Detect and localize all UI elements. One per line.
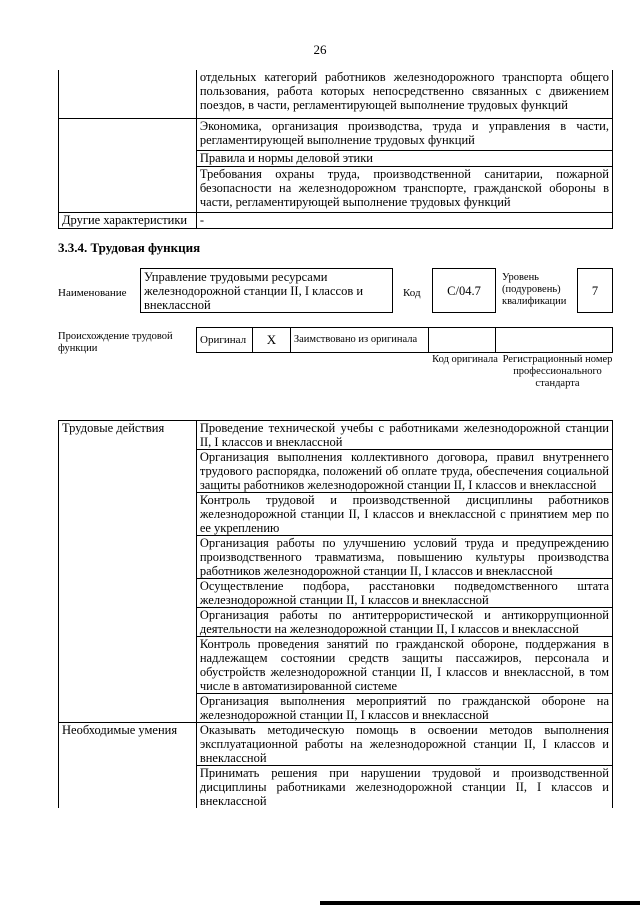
table-row [59, 421, 613, 450]
table-row [59, 166, 613, 212]
labor-action: Контроль трудовой и производственной дисциплины работников железнодорожной станции II, I классов и внеклассной с принятием мер по ее укреплению [196, 493, 612, 536]
row-text: - [196, 212, 612, 228]
skill: Оказывать методическую помощь в освоении методов выполнения эксплуатационной работы на железнодорожной станции II, I классов и внеклассной [196, 723, 612, 766]
top-table [58, 70, 613, 229]
level-box [577, 268, 613, 313]
table-row [59, 118, 613, 150]
row-text: Правила и нормы деловой этики [196, 150, 612, 166]
function-name: Управление трудовыми ресурсами железнодорожной станции II, I классов и внеклассной [144, 270, 364, 312]
page-number: 26 [313, 42, 327, 57]
table-row [59, 150, 613, 166]
labor-actions-label: Трудовые действия [59, 421, 197, 723]
row-text: Экономика, организация производства, труда и управления в части, регламентирующей выполнение трудовых функций [196, 118, 612, 150]
row-label [59, 150, 197, 166]
origin-table [196, 327, 613, 353]
labor-action: Осуществление подбора, расстановки подведомственного штата железнодорожной станции II, I классов и внеклассной [196, 579, 612, 608]
labor-action: Организация выполнения коллективного договора, правил внутреннего трудового распорядка, положений об оплате труда, обеспечения социальной защиты работников железнодорожной станции II, I классов и внеклассной [196, 450, 612, 493]
labor-action: Проведение технической учебы с работниками железнодорожной станции II, I классов и внеклассной [196, 421, 612, 450]
labor-action: Организация работы по улучшению условий труда и предупреждению производственного травматизма, повышению культуры производства работников железнодорожной станции II, I классов и внеклассной [196, 536, 612, 579]
level-value: 7 [591, 283, 599, 298]
row-text: Требования охраны труда, производственной санитарии, пожарной безопасности на железнодорожном транспорте, гражданской обороны в части, регламентирующей выполнение трудовых функций [196, 166, 612, 212]
code-box [432, 268, 496, 313]
reg-number-caption: Регистрационный номер профессионального стандарта [502, 354, 613, 389]
table-row [59, 212, 613, 228]
skills-label: Необходимые умения [59, 723, 197, 809]
row-label: Другие характеристики [59, 212, 197, 228]
scan-edge-line [320, 901, 640, 905]
origin-label: Происхождение трудовой функции [58, 331, 173, 354]
labor-action: Контроль проведения занятий по гражданской обороне, поддержания в надлежащем состоянии средств защиты пассажиров, персонала и обустройств железнодорожной станции II, I классов и внеклассной, в том числе в автоматизированной системе [196, 637, 612, 694]
row-label [59, 70, 197, 118]
labor-action: Организация выполнения мероприятий по гражданской обороне на железнодорожной станции II, I классов и внеклассной [196, 694, 612, 723]
row-label [59, 166, 197, 212]
row-label [59, 118, 197, 150]
section-heading: 3.3.4. Трудовая функция [58, 240, 201, 255]
original-label: Оригинал [197, 328, 253, 353]
skill: Принимать решения при нарушении трудовой и производственной дисциплины работниками железнодорожной станции II, I классов и внеклассной [196, 766, 612, 809]
level-label: Уровень (подуровень) квалификации [502, 272, 567, 307]
original-mark: X [252, 328, 290, 353]
reg-number-cell [496, 328, 613, 353]
row-text: отдельных категорий работников железнодорожного транспорта общего пользования, работа которых непосредственно связанных с движением поездов, в части, регламентирующей выполнение трудовых функций [196, 70, 612, 118]
table-row [59, 70, 613, 118]
code-label: Код [403, 287, 421, 299]
borrowed-label: Заимствовано из оригинала [290, 328, 428, 353]
name-label: Наименование [58, 287, 127, 299]
labor-action: Организация работы по антитеррористической и антикоррупционной деятельности на железнодорожной станции II, I классов и внеклассной [196, 608, 612, 637]
function-name-box [140, 268, 393, 313]
code-original-caption: Код оригинала [432, 354, 498, 365]
main-table [58, 420, 613, 808]
code-value: C/04.7 [447, 283, 481, 298]
table-row [59, 723, 613, 766]
code-original-cell [428, 328, 496, 353]
